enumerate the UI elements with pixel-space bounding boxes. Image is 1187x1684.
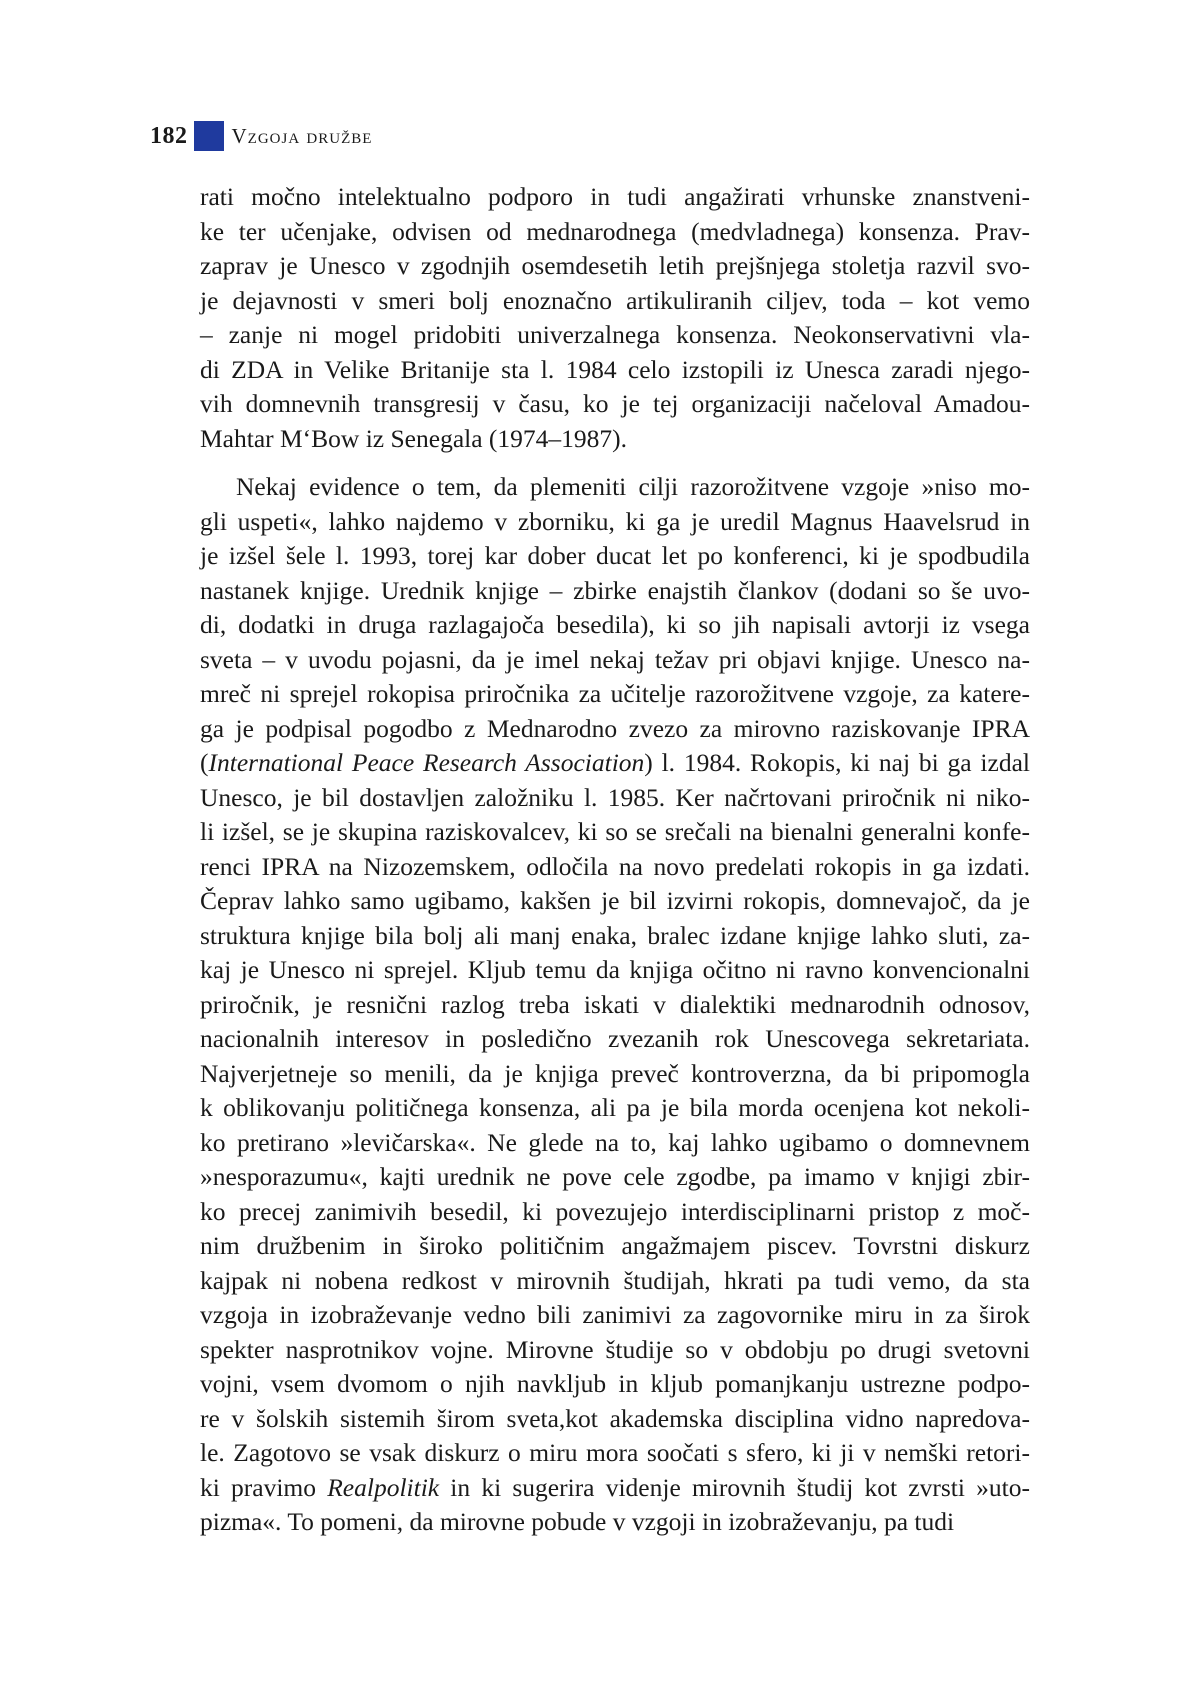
text-line <box>200 988 1030 1023</box>
text-run: – zanje ni mogel pridobiti univerzalnega konsenza. Neokonservativni vla- <box>200 320 1030 349</box>
body-text <box>200 180 1030 1540</box>
text-line <box>200 781 1030 816</box>
text-line <box>200 1505 1030 1540</box>
text-run: renci IPRA na Nizozemskem, odločila na novo predelati rokopis in ga izdati. <box>200 851 1030 881</box>
text-line <box>200 884 1030 919</box>
text-line <box>200 215 1030 250</box>
text-run: ki pravimo <box>200 1472 328 1502</box>
text-run: mreč ni sprejel rokopisa priročnika za učitelje razorožitvene vzgoje, za katere- <box>200 679 1030 708</box>
text-line <box>200 1471 1030 1506</box>
text-run: Čeprav lahko samo ugibamo, kakšen je bil izvirni rokopis, domnevajoč, da je <box>200 886 1030 915</box>
text-run: Unesco, je bil dostavljen založniku l. 1985. Ker načrtovani priročnik ni niko- <box>200 782 1030 812</box>
text-line <box>200 1298 1030 1333</box>
text-line <box>200 746 1030 781</box>
italic-term: International Peace Research Association <box>208 748 645 777</box>
text-run: nacionalnih interesov in posledično zvezanih rok Unescovega sekretariata. <box>200 1024 1030 1053</box>
text-run: di, dodatki in druga razlagajoča besedila), ki so jih napisali avtorji iz vsega <box>200 610 1030 639</box>
text-run: in ki sugerira videnje mirovnih študij kot zvrsti »uto- <box>439 1472 1030 1502</box>
text-line <box>200 284 1030 319</box>
text-line <box>200 1022 1030 1057</box>
text-run: ko pretirano »levičarska«. Ne glede na to, kaj lahko ugibamo o domnevnem <box>200 1127 1030 1157</box>
text-line <box>200 815 1030 850</box>
text-line <box>200 1126 1030 1161</box>
text-line <box>200 1057 1030 1092</box>
text-line <box>200 1160 1030 1195</box>
text-run: »nesporazumu«, kajti urednik ne pove cele zgodbe, pa imamo v knjigi zbir- <box>200 1162 1030 1191</box>
text-run: je dejavnosti v smeri bolj enoznačno artikuliranih ciljev, toda – kot vemo <box>200 285 1030 315</box>
text-run: pizma«. To pomeni, da mirovne pobude v vzgoji in izobraževanju, pa tudi <box>200 1507 955 1536</box>
header-square-mark <box>194 121 224 151</box>
text-run: Nekaj evidence o tem, da plemeniti cilji razorožitvene vzgoje »niso mo- <box>236 472 1030 501</box>
text-run: rati močno intelektualno podporo in tudi angažirati vrhunske znanstveni- <box>200 182 1030 211</box>
text-line <box>200 712 1030 747</box>
text-run: spekter nasprotnikov vojne. Mirovne študije so v obdobju po drugi svetovni <box>200 1334 1030 1364</box>
text-run: struktura knjige bila bolj ali manj enaka, bralec izdane knjige lahko sluti, za- <box>200 920 1030 950</box>
text-line <box>200 539 1030 574</box>
text-run: ( <box>200 748 209 777</box>
text-line <box>200 608 1030 643</box>
text-run: kajpak ni nobena redkost v mirovnih študijah, hkrati pa tudi vemo, da sta <box>200 1265 1030 1295</box>
text-line <box>200 1436 1030 1471</box>
text-run: Mahtar M‘Bow iz Senegala (1974–1987). <box>200 423 628 453</box>
paragraph-gap <box>200 456 1030 470</box>
text-line <box>200 1264 1030 1299</box>
text-line <box>200 1229 1030 1264</box>
text-run: priročnik, je resnični razlog treba iskati v dialektiki mednarodnih odnosov, <box>200 989 1030 1019</box>
text-run: ke ter učenjake, odvisen od mednarodnega (medvladnega) konsenza. Prav- <box>200 216 1030 246</box>
text-run: vzgoja in izobraževanje vedno bili zanimivi za zagovornike miru in za širok <box>200 1300 1030 1329</box>
text-line <box>200 953 1030 988</box>
text-line <box>200 643 1030 678</box>
text-run: nastanek knjige. Urednik knjige – zbirke enajstih člankov (dodani so še uvo- <box>200 575 1030 605</box>
running-header <box>150 120 372 152</box>
italic-term: Realpolitik <box>327 1472 440 1502</box>
text-run: nim družbenim in široko političnim angažmajem piscev. Tovrstni diskurz <box>200 1231 1030 1260</box>
text-line <box>200 470 1030 505</box>
text-run: di ZDA in Velike Britanije sta l. 1984 celo izstopili iz Unesca zaradi njego- <box>200 354 1030 384</box>
text-run: zaprav je Unesco v zgodnjih osemdesetih letih prejšnjega stoletja razvil svo- <box>200 251 1030 280</box>
text-run: re v šolskih sistemih širom sveta,kot akademska disciplina vidno napredova- <box>200 1403 1030 1433</box>
text-line <box>200 1091 1030 1126</box>
text-line <box>200 318 1030 353</box>
text-run: le. Zagotovo se vsak diskurz o miru mora soočati s sfero, ki ji v nemški retori- <box>200 1438 1030 1467</box>
text-line <box>200 677 1030 712</box>
text-line <box>200 1333 1030 1368</box>
text-line <box>200 1195 1030 1230</box>
paragraph <box>200 470 1030 1540</box>
text-run: k oblikovanju političnega konsenza, ali pa je bila morda ocenjena kot nekoli- <box>200 1093 1030 1122</box>
text-line <box>200 1367 1030 1402</box>
text-run: je izšel šele l. 1993, torej kar dober ducat let po konferenci, ki je spodbudila <box>200 541 1030 570</box>
text-line <box>200 1402 1030 1437</box>
page-number: 182 <box>150 122 188 149</box>
text-line <box>200 353 1030 388</box>
text-line <box>200 574 1030 609</box>
text-run: gli uspeti«, lahko najdemo v zborniku, ki ga je uredil Magnus Haavelsrud in <box>200 506 1030 536</box>
text-run: li izšel, se je skupina raziskovalcev, ki so se srečali na bienalni generalni konfe- <box>200 817 1030 846</box>
text-run: sveta – v uvodu pojasni, da je imel nekaj težav pri objavi knjige. Unesco na- <box>200 644 1030 674</box>
text-line <box>200 919 1030 954</box>
text-run: ko precej zanimivih besedil, ki povezujejo interdisciplinarni pristop z moč- <box>200 1196 1030 1226</box>
paragraph <box>200 180 1030 456</box>
text-run: kaj je Unesco ni sprejel. Kljub temu da knjiga očitno ni ravno konvencionalni <box>200 955 1030 984</box>
text-run: vojni, vsem dvomom o njih navkljub in kljub pomanjkanju ustrezne podpo- <box>200 1369 1030 1398</box>
text-run: Najverjetneje so menili, da je knjiga preveč kontroverzna, da bi pripomogla <box>200 1058 1030 1088</box>
text-run: ga je podpisal pogodbo z Mednarodno zvezo za mirovno raziskovanje IPRA <box>200 713 1030 743</box>
text-line <box>200 505 1030 540</box>
text-run: vih domnevnih transgresij v času, ko je tej organizaciji načeloval Amadou- <box>200 389 1030 418</box>
text-line <box>200 249 1030 284</box>
running-title: Vzgoja družbe <box>231 123 373 148</box>
text-line <box>200 387 1030 422</box>
text-line <box>200 850 1030 885</box>
text-line <box>200 422 1030 457</box>
text-line <box>200 180 1030 215</box>
text-run: ) l. 1984. Rokopis, ki naj bi ga izdal <box>644 748 1030 777</box>
